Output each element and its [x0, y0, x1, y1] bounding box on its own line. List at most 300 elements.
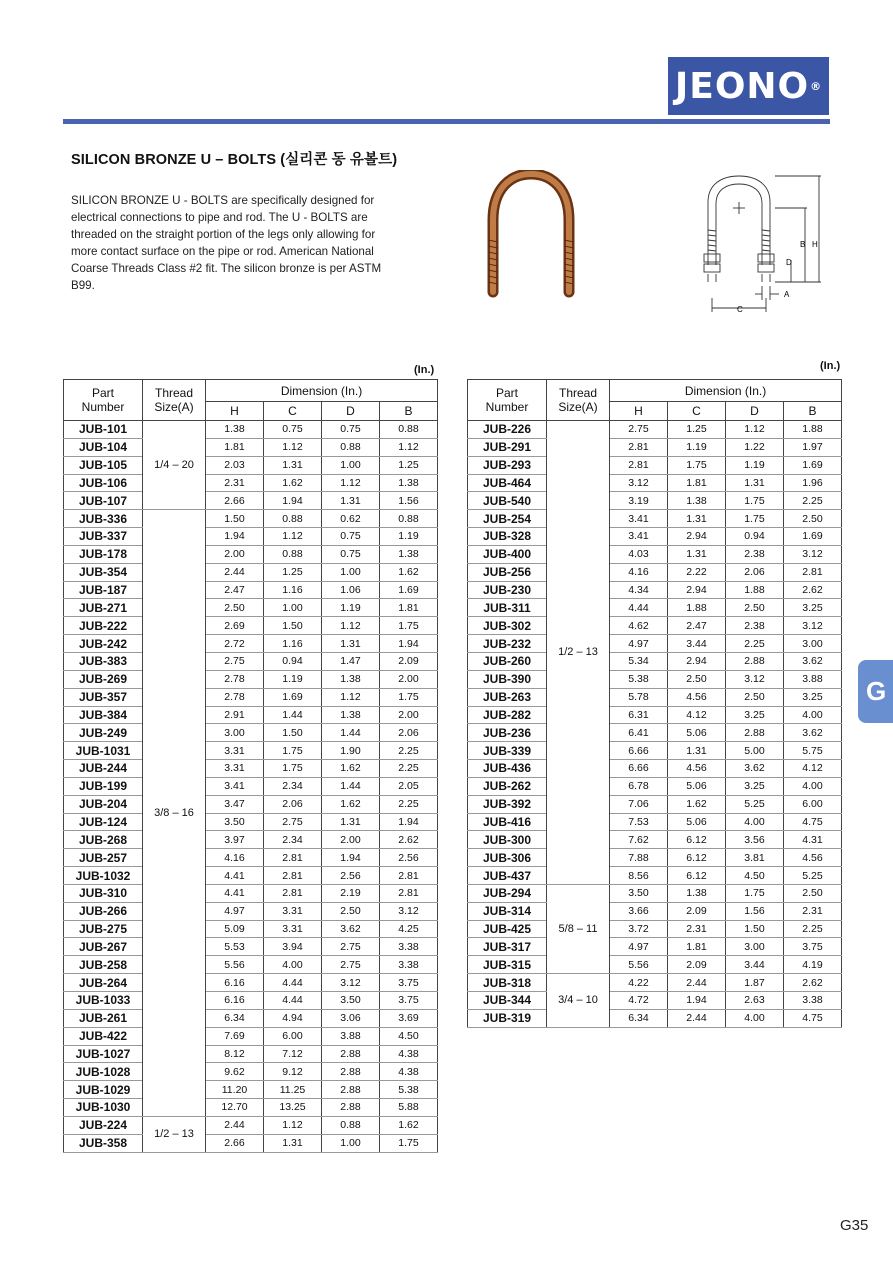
b-value-cell: 1.19	[380, 528, 438, 546]
h-value-cell: 5.34	[610, 652, 668, 670]
c-value-cell: 1.88	[668, 599, 726, 617]
d-value-cell: 2.75	[322, 956, 380, 974]
b-value-cell: 2.81	[380, 867, 438, 885]
b-value-cell: 3.38	[380, 938, 438, 956]
d-value-cell: 2.38	[726, 617, 784, 635]
h-value-cell: 2.44	[206, 563, 264, 581]
table-row	[64, 777, 438, 795]
thread-size-cell: 1/2 – 13	[143, 1116, 206, 1152]
h-value-cell: 4.16	[610, 563, 668, 581]
h-value-cell: 2.03	[206, 456, 264, 474]
d-value-cell: 1.50	[726, 920, 784, 938]
c-value-cell: 9.12	[264, 1063, 322, 1081]
table-row	[64, 867, 438, 885]
h-value-cell: 2.47	[206, 581, 264, 599]
part-number-cell: JUB-1027	[64, 1045, 143, 1063]
c-value-cell: 1.69	[264, 688, 322, 706]
table-row	[64, 974, 438, 992]
d-value-cell: 1.38	[322, 706, 380, 724]
table-row	[468, 421, 842, 439]
h-value-cell: 6.31	[610, 706, 668, 724]
h-value-cell: 11.20	[206, 1081, 264, 1099]
table-row	[468, 670, 842, 688]
b-value-cell: 3.75	[784, 938, 842, 956]
table-row	[468, 831, 842, 849]
h-value-cell: 7.53	[610, 813, 668, 831]
c-value-cell: 1.12	[264, 528, 322, 546]
c-value-cell: 2.81	[264, 884, 322, 902]
c-value-cell: 11.25	[264, 1081, 322, 1099]
c-value-cell: 1.94	[668, 992, 726, 1010]
d-value-cell: 2.56	[322, 867, 380, 885]
h-value-cell: 4.41	[206, 884, 264, 902]
table-row	[468, 545, 842, 563]
c-value-cell: 2.50	[668, 670, 726, 688]
part-number-cell: JUB-178	[64, 545, 143, 563]
b-value-cell: 3.62	[784, 652, 842, 670]
h-value-cell: 3.19	[610, 492, 668, 510]
page-title: SILICON BRONZE U – BOLTS (실리콘 동 유볼트)	[71, 152, 398, 168]
thread-size-cell: 1/4 – 20	[143, 421, 206, 510]
h-value-cell: 2.81	[610, 438, 668, 456]
h-value-cell: 3.47	[206, 795, 264, 813]
d-value-cell: 1.12	[322, 688, 380, 706]
part-number-cell: JUB-1031	[64, 742, 143, 760]
b-value-cell: 3.62	[784, 724, 842, 742]
table-row	[64, 652, 438, 670]
diagram-label-d: D	[786, 258, 792, 267]
part-number-cell: JUB-271	[64, 599, 143, 617]
b-value-cell: 1.88	[784, 421, 842, 439]
c-value-cell: 2.22	[668, 563, 726, 581]
left-unit-label: (In.)	[414, 364, 435, 376]
part-number-cell: JUB-310	[64, 884, 143, 902]
table-row	[468, 474, 842, 492]
c-value-cell: 2.94	[668, 652, 726, 670]
h-value-cell: 2.44	[206, 1116, 264, 1134]
table-row	[468, 510, 842, 528]
table-row	[64, 438, 438, 456]
b-value-cell: 5.38	[380, 1081, 438, 1099]
d-value-cell: 1.00	[322, 1134, 380, 1152]
d-value-cell: 4.50	[726, 867, 784, 885]
c-value-cell: 1.00	[264, 599, 322, 617]
left-spec-table	[63, 379, 438, 1153]
h-value-cell: 1.50	[206, 510, 264, 528]
part-number-cell: JUB-302	[468, 617, 547, 635]
c-value-cell: 3.94	[264, 938, 322, 956]
part-number-header: Part Number	[64, 380, 143, 421]
table-row	[64, 545, 438, 563]
part-number-cell: JUB-275	[64, 920, 143, 938]
dimension-header: Dimension (In.)	[610, 380, 842, 402]
d-value-cell: 1.38	[322, 670, 380, 688]
table-row	[64, 920, 438, 938]
b-value-cell: 3.12	[784, 617, 842, 635]
d-value-cell: 2.63	[726, 992, 784, 1010]
part-number-cell: JUB-339	[468, 742, 547, 760]
b-value-cell: 1.69	[380, 581, 438, 599]
d-value-cell: 3.12	[726, 670, 784, 688]
table-row	[64, 938, 438, 956]
h-value-cell: 3.72	[610, 920, 668, 938]
part-number-cell: JUB-357	[64, 688, 143, 706]
b-value-cell: 2.56	[380, 849, 438, 867]
part-number-header: Part Number	[468, 380, 547, 421]
part-number-cell: JUB-267	[64, 938, 143, 956]
h-value-cell: 2.66	[206, 1134, 264, 1152]
h-header: H	[610, 402, 668, 421]
thread-size-cell: 3/4 – 10	[547, 974, 610, 1028]
part-number-cell: JUB-400	[468, 545, 547, 563]
b-value-cell: 3.38	[380, 956, 438, 974]
h-value-cell: 8.56	[610, 867, 668, 885]
table-row	[468, 974, 842, 992]
table-row	[64, 492, 438, 510]
d-value-cell: 1.87	[726, 974, 784, 992]
table-row	[468, 688, 842, 706]
d-value-cell: 2.75	[322, 938, 380, 956]
table-row	[64, 992, 438, 1010]
d-value-cell: 1.90	[322, 742, 380, 760]
c-value-cell: 1.25	[264, 563, 322, 581]
h-value-cell: 3.31	[206, 742, 264, 760]
part-number-cell: JUB-354	[64, 563, 143, 581]
c-value-cell: 1.25	[668, 421, 726, 439]
h-value-cell: 1.38	[206, 421, 264, 439]
part-number-cell: JUB-254	[468, 510, 547, 528]
part-number-cell: JUB-390	[468, 670, 547, 688]
table-row	[64, 1063, 438, 1081]
d-value-cell: 1.62	[322, 760, 380, 778]
b-value-cell: 0.88	[380, 510, 438, 528]
b-value-cell: 4.12	[784, 760, 842, 778]
table-row	[64, 1099, 438, 1117]
d-value-cell: 3.44	[726, 956, 784, 974]
part-number-cell: JUB-199	[64, 777, 143, 795]
table-row	[64, 1045, 438, 1063]
table-row	[64, 581, 438, 599]
table-row	[468, 956, 842, 974]
table-row	[468, 813, 842, 831]
h-value-cell: 4.97	[610, 635, 668, 653]
h-value-cell: 3.31	[206, 760, 264, 778]
h-value-cell: 2.50	[206, 599, 264, 617]
d-value-cell: 3.25	[726, 777, 784, 795]
b-value-cell: 2.81	[784, 563, 842, 581]
b-value-cell: 6.00	[784, 795, 842, 813]
b-value-cell: 3.75	[380, 974, 438, 992]
part-number-cell: JUB-242	[64, 635, 143, 653]
c-value-cell: 1.12	[264, 1116, 322, 1134]
d-value-cell: 3.50	[322, 992, 380, 1010]
table-row	[64, 849, 438, 867]
b-value-cell: 1.62	[380, 563, 438, 581]
d-value-cell: 1.75	[726, 492, 784, 510]
thread-size-cell: 5/8 – 11	[547, 884, 610, 973]
table-row	[64, 724, 438, 742]
h-value-cell: 4.03	[610, 545, 668, 563]
part-number-cell: JUB-256	[468, 563, 547, 581]
diagram-label-b: B	[800, 240, 806, 249]
b-value-cell: 2.25	[380, 742, 438, 760]
h-value-cell: 5.38	[610, 670, 668, 688]
b-value-cell: 1.69	[784, 528, 842, 546]
h-value-cell: 2.75	[206, 652, 264, 670]
b-value-cell: 3.69	[380, 1009, 438, 1027]
c-value-cell: 4.56	[668, 760, 726, 778]
d-value-cell: 1.62	[322, 795, 380, 813]
d-value-cell: 1.31	[322, 635, 380, 653]
d-value-cell: 3.62	[726, 760, 784, 778]
table-row	[468, 795, 842, 813]
part-number-cell: JUB-244	[64, 760, 143, 778]
part-number-cell: JUB-264	[64, 974, 143, 992]
b-value-cell: 3.12	[784, 545, 842, 563]
c-header: C	[264, 402, 322, 421]
part-number-cell: JUB-1028	[64, 1063, 143, 1081]
part-number-cell: JUB-300	[468, 831, 547, 849]
h-value-cell: 1.94	[206, 528, 264, 546]
registered-mark: ®	[810, 79, 823, 93]
d-value-cell: 1.00	[322, 456, 380, 474]
c-value-cell: 2.31	[668, 920, 726, 938]
part-number-cell: JUB-232	[468, 635, 547, 653]
c-value-cell: 1.94	[264, 492, 322, 510]
b-value-cell: 2.62	[784, 581, 842, 599]
b-value-cell: 4.38	[380, 1063, 438, 1081]
d-value-cell: 5.00	[726, 742, 784, 760]
table-row	[468, 492, 842, 510]
d-value-cell: 0.88	[322, 1116, 380, 1134]
d-value-cell: 2.06	[726, 563, 784, 581]
h-value-cell: 3.97	[206, 831, 264, 849]
c-value-cell: 1.38	[668, 492, 726, 510]
d-value-cell: 0.75	[322, 421, 380, 439]
b-value-cell: 2.62	[380, 831, 438, 849]
c-value-cell: 1.75	[668, 456, 726, 474]
d-value-cell: 0.62	[322, 510, 380, 528]
c-value-cell: 4.44	[264, 992, 322, 1010]
table-row	[468, 528, 842, 546]
ubolt-dimension-diagram	[695, 170, 835, 320]
part-number-cell: JUB-358	[64, 1134, 143, 1152]
c-value-cell: 3.31	[264, 902, 322, 920]
table-row	[64, 1134, 438, 1152]
table-row	[64, 1027, 438, 1045]
table-row	[468, 867, 842, 885]
table-row	[64, 760, 438, 778]
c-value-cell: 1.19	[668, 438, 726, 456]
part-number-cell: JUB-104	[64, 438, 143, 456]
thread-size-header: Thread Size(A)	[547, 380, 610, 421]
part-number-cell: JUB-262	[468, 777, 547, 795]
diagram-label-a: A	[784, 290, 790, 299]
part-number-cell: JUB-1029	[64, 1081, 143, 1099]
table-row	[468, 652, 842, 670]
b-value-cell: 3.75	[380, 992, 438, 1010]
part-number-cell: JUB-269	[64, 670, 143, 688]
h-value-cell: 6.34	[610, 1009, 668, 1027]
d-value-cell: 2.25	[726, 635, 784, 653]
c-value-cell: 1.16	[264, 635, 322, 653]
c-value-cell: 5.06	[668, 813, 726, 831]
c-value-cell: 4.56	[668, 688, 726, 706]
b-value-cell: 3.00	[784, 635, 842, 653]
b-value-cell: 2.09	[380, 652, 438, 670]
c-value-cell: 13.25	[264, 1099, 322, 1117]
part-number-cell: JUB-224	[64, 1116, 143, 1134]
b-value-cell: 3.12	[380, 902, 438, 920]
part-number-cell: JUB-282	[468, 706, 547, 724]
table-row	[64, 902, 438, 920]
h-value-cell: 1.81	[206, 438, 264, 456]
d-value-cell: 1.94	[322, 849, 380, 867]
d-value-cell: 2.38	[726, 545, 784, 563]
h-value-cell: 6.16	[206, 974, 264, 992]
c-value-cell: 1.50	[264, 617, 322, 635]
table-row	[468, 438, 842, 456]
table-row	[468, 849, 842, 867]
b-value-cell: 5.88	[380, 1099, 438, 1117]
d-value-cell: 1.00	[322, 563, 380, 581]
d-value-cell: 3.12	[322, 974, 380, 992]
c-value-cell: 0.75	[264, 421, 322, 439]
d-value-cell: 2.00	[322, 831, 380, 849]
c-value-cell: 1.81	[668, 474, 726, 492]
d-value-cell: 2.88	[726, 724, 784, 742]
c-value-cell: 3.44	[668, 635, 726, 653]
right-spec-table	[467, 379, 842, 1028]
d-value-cell: 4.00	[726, 813, 784, 831]
h-value-cell: 7.69	[206, 1027, 264, 1045]
part-number-cell: JUB-230	[468, 581, 547, 599]
part-number-cell: JUB-105	[64, 456, 143, 474]
b-value-cell: 2.25	[784, 920, 842, 938]
product-description: SILICON BRONZE U - BOLTS are specifically designed for electrical connections to pipe and rod. The U - BOLTS are threaded on the straight portion of the legs only allowing for more contact surface on the pipe or rod. American National Coarse Threads Class #2 fit. The silicon bronze is per ASTM B99.	[71, 194, 382, 292]
d-value-cell: 2.50	[726, 599, 784, 617]
b-value-cell: 3.88	[784, 670, 842, 688]
part-number-cell: JUB-249	[64, 724, 143, 742]
part-number-cell: JUB-315	[468, 956, 547, 974]
h-value-cell: 4.44	[610, 599, 668, 617]
table-row	[468, 992, 842, 1010]
right-unit-label: (In.)	[820, 360, 841, 372]
table-row	[64, 884, 438, 902]
h-value-cell: 3.66	[610, 902, 668, 920]
h-value-cell: 6.78	[610, 777, 668, 795]
c-value-cell: 2.44	[668, 1009, 726, 1027]
d-value-cell: 2.19	[322, 884, 380, 902]
b-value-cell: 5.75	[784, 742, 842, 760]
part-number-cell: JUB-1033	[64, 992, 143, 1010]
b-value-cell: 3.38	[784, 992, 842, 1010]
c-value-cell: 1.19	[264, 670, 322, 688]
part-number-cell: JUB-425	[468, 920, 547, 938]
part-number-cell: JUB-101	[64, 421, 143, 439]
c-value-cell: 1.31	[264, 456, 322, 474]
b-value-cell: 3.25	[784, 688, 842, 706]
d-value-cell: 1.12	[322, 617, 380, 635]
h-value-cell: 5.78	[610, 688, 668, 706]
c-value-cell: 2.47	[668, 617, 726, 635]
b-value-cell: 2.00	[380, 706, 438, 724]
h-value-cell: 4.22	[610, 974, 668, 992]
part-number-cell: JUB-236	[468, 724, 547, 742]
c-value-cell: 1.31	[668, 742, 726, 760]
brand-logo	[668, 57, 829, 115]
b-value-cell: 1.69	[784, 456, 842, 474]
table-row	[64, 742, 438, 760]
b-value-cell: 2.31	[784, 902, 842, 920]
h-value-cell: 3.12	[610, 474, 668, 492]
part-number-cell: JUB-319	[468, 1009, 547, 1027]
part-number-cell: JUB-317	[468, 938, 547, 956]
d-value-cell: 3.00	[726, 938, 784, 956]
b-value-cell: 1.75	[380, 617, 438, 635]
c-value-cell: 6.12	[668, 849, 726, 867]
part-number-cell: JUB-383	[64, 652, 143, 670]
c-value-cell: 1.31	[264, 1134, 322, 1152]
h-value-cell: 3.41	[610, 510, 668, 528]
h-value-cell: 5.09	[206, 920, 264, 938]
h-value-cell: 7.06	[610, 795, 668, 813]
h-value-cell: 2.00	[206, 545, 264, 563]
d-value-cell: 1.56	[726, 902, 784, 920]
c-value-cell: 2.09	[668, 956, 726, 974]
part-number-cell: JUB-384	[64, 706, 143, 724]
h-value-cell: 8.12	[206, 1045, 264, 1063]
d-value-cell: 3.25	[726, 706, 784, 724]
d-value-cell: 0.94	[726, 528, 784, 546]
c-value-cell: 1.50	[264, 724, 322, 742]
d-value-cell: 2.50	[322, 902, 380, 920]
d-value-cell: 3.06	[322, 1009, 380, 1027]
h-value-cell: 6.16	[206, 992, 264, 1010]
c-value-cell: 2.34	[264, 831, 322, 849]
c-value-cell: 1.62	[264, 474, 322, 492]
h-value-cell: 3.50	[206, 813, 264, 831]
part-number-cell: JUB-336	[64, 510, 143, 528]
c-value-cell: 6.12	[668, 867, 726, 885]
part-number-cell: JUB-204	[64, 795, 143, 813]
header-rule	[63, 119, 830, 124]
h-value-cell: 4.62	[610, 617, 668, 635]
h-value-cell: 7.88	[610, 849, 668, 867]
part-number-cell: JUB-540	[468, 492, 547, 510]
h-header: H	[206, 402, 264, 421]
c-value-cell: 1.62	[668, 795, 726, 813]
c-value-cell: 4.94	[264, 1009, 322, 1027]
c-value-cell: 2.09	[668, 902, 726, 920]
part-number-cell: JUB-344	[468, 992, 547, 1010]
part-number-cell: JUB-328	[468, 528, 547, 546]
table-row	[64, 670, 438, 688]
h-value-cell: 7.62	[610, 831, 668, 849]
part-number-cell: JUB-257	[64, 849, 143, 867]
c-value-cell: 1.12	[264, 438, 322, 456]
diagram-label-c: C	[737, 305, 743, 314]
table-row	[64, 421, 438, 439]
d-value-cell: 3.62	[322, 920, 380, 938]
h-value-cell: 2.78	[206, 670, 264, 688]
c-value-cell: 0.94	[264, 652, 322, 670]
h-value-cell: 5.56	[610, 956, 668, 974]
part-number-cell: JUB-293	[468, 456, 547, 474]
b-value-cell: 0.88	[380, 421, 438, 439]
d-value-cell: 1.31	[322, 492, 380, 510]
d-value-cell: 1.75	[726, 510, 784, 528]
